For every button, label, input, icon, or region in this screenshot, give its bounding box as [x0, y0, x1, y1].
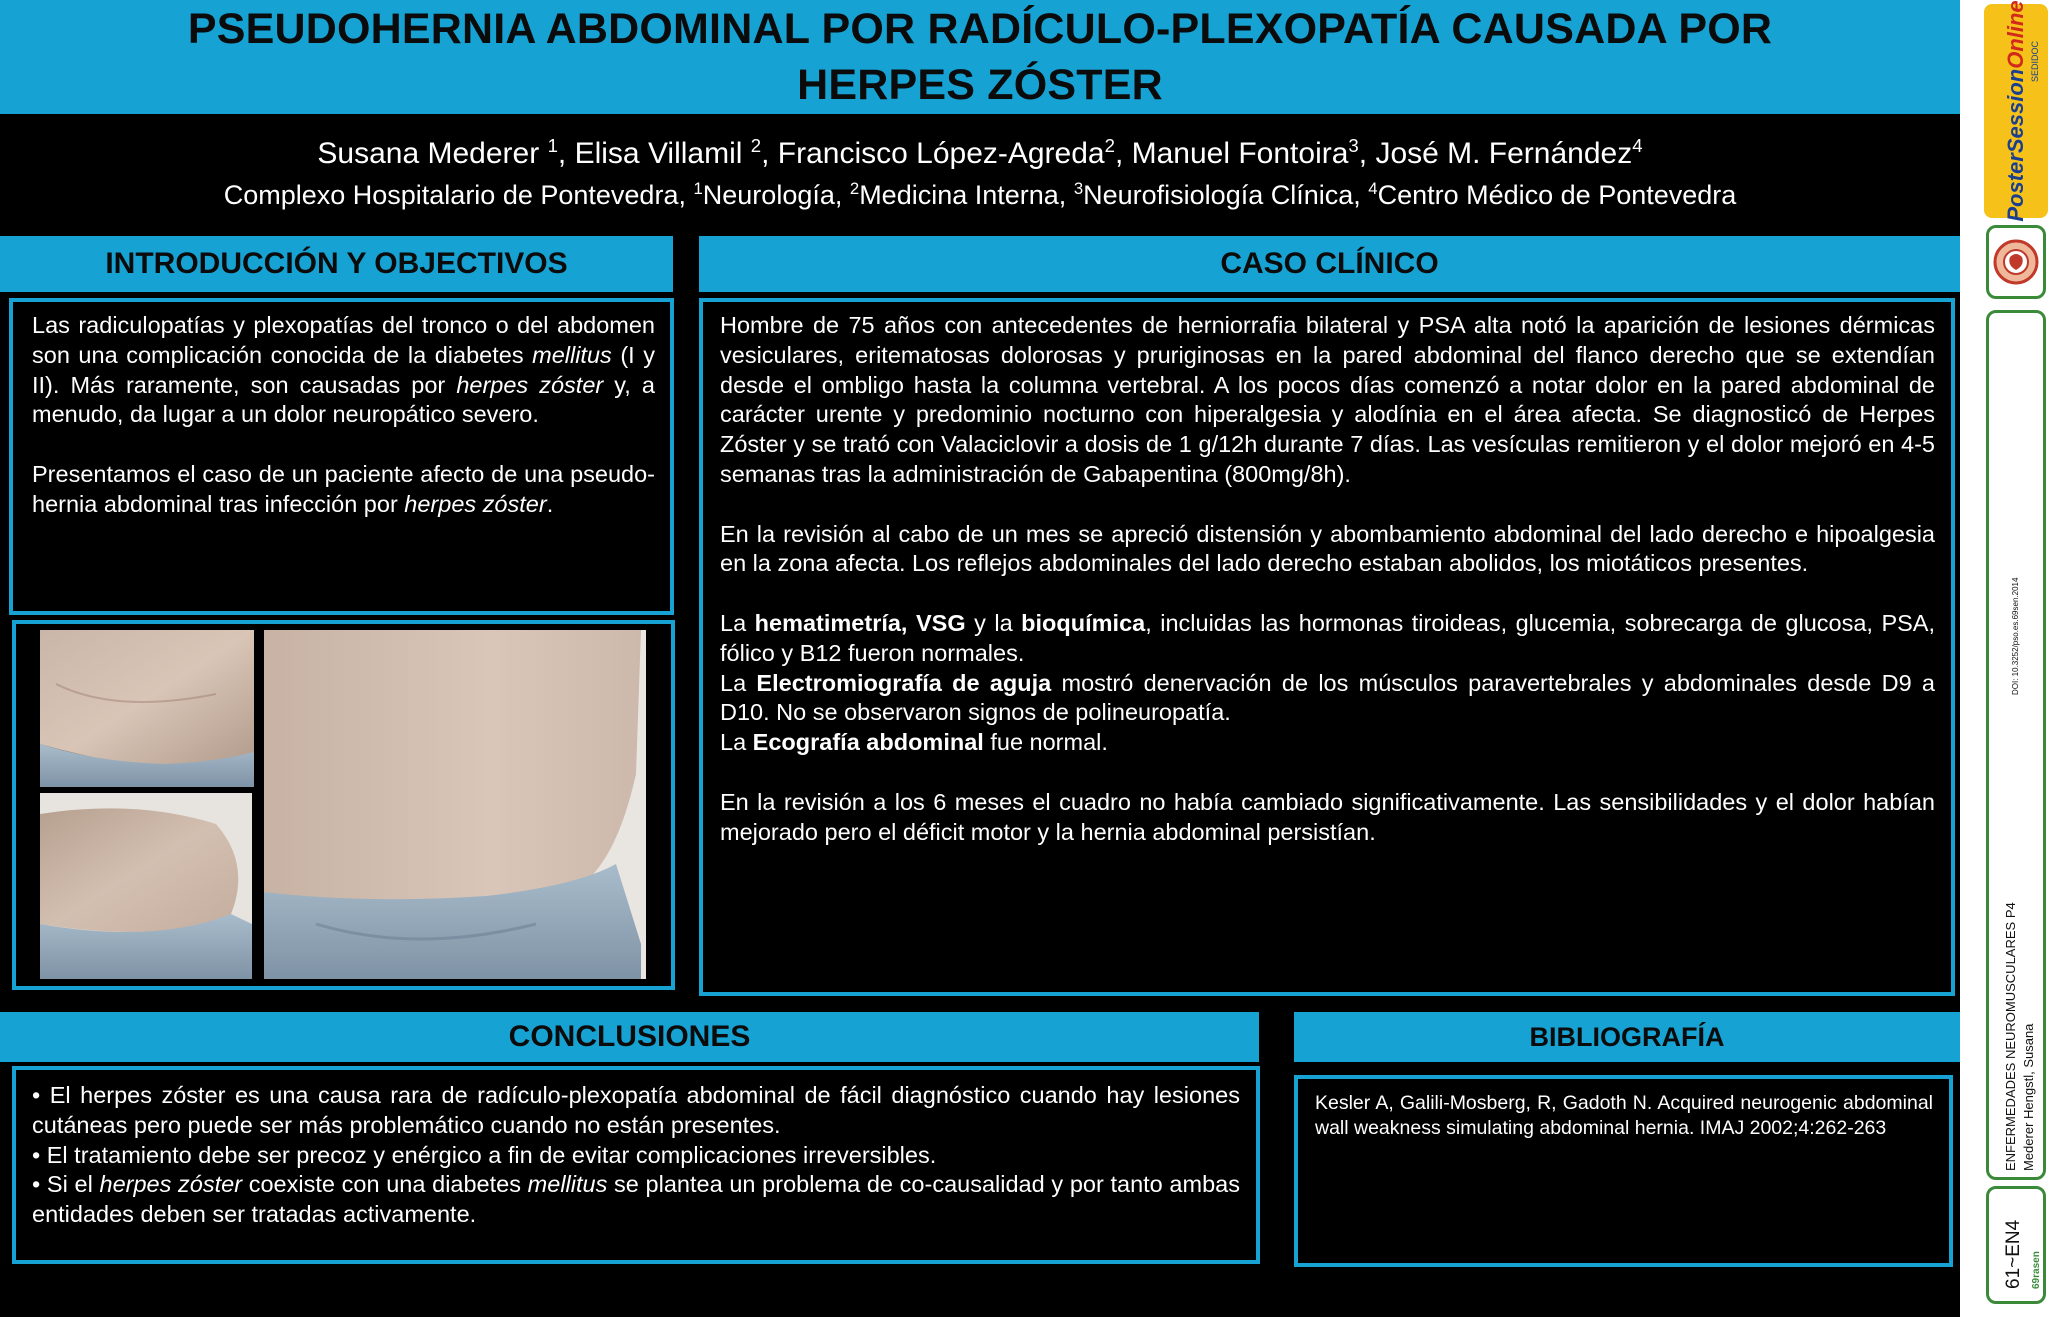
author-name: Manuel Fontoira: [1131, 137, 1349, 170]
intro-heading: INTRODUCCIÓN Y OBJECTIVOS: [0, 236, 673, 292]
text-run: .: [546, 490, 554, 517]
affiliation-hospital: Complexo Hospitalario de Pontevedra,: [223, 180, 694, 210]
author-affiliation-index: 2: [1104, 135, 1115, 156]
caso-paragraph-1: Hombre de 75 años con antecedentes de herniorrafia bilateral y PSA alta notó la aparición de lesiones dérmicas vesiculares, eritematosas dolorosas y pruriginosas en la pared abdominal del flanco derecho que se extendían desde el ombligo hasta la columna vertebral. A los pocos días comenzó a notar dolor en la pared abdominal de carácter urente y predominio nocturno con hiperalgesia y alodínia en el área afecta. Se diagnosticó de Herpes Zóster y se trató con Valaciclovir a dosis de 1 g/12h durante 7 días. Las vesículas remitieron y el dolor mejoró en 4-5 semanas tras la administración de Gabapentina (800mg/8h).: [720, 312, 1935, 487]
text-run: y la: [965, 609, 1022, 636]
text-run: herpes zóster: [456, 371, 604, 398]
poster-title: [188, 1, 1772, 113]
bibliography-reference: Kesler A, Galili-Mosberg, R, Gadoth N. Acquired neurogenic abdominal wall weakness simulating abdominal hernia. IMAJ 2002;4:262-263: [1315, 1092, 1933, 1139]
author-text: Mederer Hengstl, Susana: [2021, 1023, 2036, 1171]
caso-heading: CASO CLÍNICO: [699, 236, 1960, 292]
text-run: Ecografía abdominal: [752, 729, 984, 756]
author-affiliation-index: 1: [547, 135, 558, 156]
text-run: • Si el: [32, 1171, 100, 1198]
text-run: (I y II). Más raramente, son causadas por: [32, 341, 655, 398]
title-band: [0, 0, 1960, 114]
intro-box: [9, 298, 674, 615]
bibliografia-box: [1294, 1075, 1953, 1267]
bibliografia-heading: BIBLIOGRAFÍA: [1294, 1012, 1960, 1062]
congress-label: 69rasen: [2031, 1251, 2042, 1289]
conclusiones-box: [12, 1066, 1260, 1264]
text-run: bioquímica: [1021, 609, 1146, 636]
text-run: herpes zóster: [99, 1171, 243, 1198]
author-name: Francisco López-Agreda: [777, 137, 1105, 170]
text-run: • El tratamiento debe ser precoz y enérgico a fin de evitar complicaciones irreversibles.: [32, 1141, 937, 1168]
affiliation-4: Centro Médico de Pontevedra: [1377, 180, 1737, 210]
text-run: • El herpes zóster es una causa rara de radículo-plexopatía abdominal de fácil diagnóstico cuando hay lesiones cutáneas pero puede ser más problemático cuando no están presentes.: [32, 1082, 1240, 1138]
text-run: La: [720, 729, 753, 756]
photo-panel: [12, 620, 675, 990]
caso-paragraph-4: [720, 669, 1935, 729]
author-name: José M. Fernández: [1375, 137, 1633, 170]
text-run: La: [720, 609, 755, 636]
text-run: se plantea un problema de co-causalidad y por tanto ambas entidades deben ser tratadas activamente.: [32, 1171, 1240, 1228]
caso-paragraph-6: En la revisión a los 6 meses el cuadro no había cambiado significativamente. Las sensibilidades y el dolor habían mejorado pero el déficit motor y la hernia abdominal persistían.: [720, 788, 1935, 845]
text-run: y, a menudo, da lugar a un dolor neuropático severo.: [32, 371, 655, 428]
caso-paragraph-5: [720, 728, 1935, 758]
affiliation-1: Neurología,: [702, 180, 850, 210]
photo-abdomen-side-2: [40, 793, 252, 979]
doi-text: DOI: 10.3252/pso.es.69sen.2014: [2011, 577, 2020, 695]
author-separator: ,: [557, 137, 575, 170]
text-run: La: [720, 669, 757, 696]
author-affiliation-index: 4: [1632, 135, 1643, 156]
intro-paragraph-2: [32, 460, 655, 520]
society-seal-icon: [1986, 225, 2046, 299]
authors-line: [0, 136, 1960, 172]
conclusion-bullet: [32, 1170, 1240, 1230]
poster-code: 61~EN4: [2003, 1219, 2024, 1289]
caso-paragraph-3: [720, 609, 1935, 669]
conclusion-bullet: [32, 1141, 1240, 1171]
affiliation-3: Neurofisiología Clínica,: [1083, 180, 1369, 210]
text-run: fue normal.: [983, 729, 1108, 756]
info-card: [1986, 310, 2046, 1180]
author-separator: ,: [761, 137, 778, 170]
poster-session-online-logo: PosterSessionOnline SEDIDOC: [1984, 4, 2048, 218]
author-name: Susana Mederer: [317, 137, 548, 170]
text-run: Presentamos el caso de un paciente afecto de una pseudo-hernia abdominal tras infección por: [32, 460, 655, 517]
text-run: mostró denervación de los músculos paravertebrales y abdominales desde D9 a D10. No se observaron signos de polineuropatía.: [720, 669, 1935, 726]
text-run: , incluidas las hormonas tiroideas, glucemia, sobrecarga de glucosa, PSA, fólico y B12 fueron normales.: [720, 609, 1935, 666]
text-run: Electromiografía de aguja: [756, 669, 1052, 696]
conclusiones-heading: CONCLUSIONES: [0, 1012, 1259, 1062]
photo-abdomen-side-1: [40, 630, 254, 787]
title-line-2: HERPES ZÓSTER: [797, 61, 1163, 109]
text-run: coexiste con una diabetes: [242, 1171, 528, 1198]
text-run: Las radiculopatías y plexopatías del tronco o del abdomen son una complicación conocida de la diabetes: [32, 312, 655, 368]
affiliations-line: Complexo Hospitalario de Pontevedra, $^1$Neurología, $^2$Medicina Interna, $^3$Neurofisiología Clínica, $^4$Centro Médico de Pontevedra: [223, 179, 1737, 210]
category-text: ENFERMEDADES NEUROMUSCULARES P4: [2003, 902, 2018, 1171]
author-affiliation-index: 3: [1348, 135, 1359, 156]
author-name: Elisa Villamil: [574, 137, 751, 170]
logo-small-text: SEDIDOC: [2030, 40, 2040, 82]
poster-code-card: [1986, 1186, 2046, 1304]
intro-paragraph-1: [32, 311, 655, 430]
clinical-photos: [16, 624, 671, 986]
author-separator: ,: [1358, 137, 1376, 170]
caso-box: [699, 298, 1955, 996]
text-run: mellitus: [527, 1171, 608, 1198]
caso-paragraph-2: En la revisión al cabo de un mes se apreció distensión y abombamiento abdominal del lado derecho e hipoalgesia en la zona afecta. Los reflejos abdominales del lado derecho estaban abolidos, los miotáticos presentes.: [720, 520, 1935, 577]
photo-abdomen-back: [264, 630, 646, 979]
text-run: mellitus: [532, 341, 612, 368]
text-run: hematimetría, VSG: [754, 609, 966, 636]
affiliation-2: Medicina Interna,: [859, 180, 1074, 210]
conclusion-bullet: [32, 1081, 1240, 1141]
text-run: herpes zóster: [404, 490, 547, 517]
author-separator: ,: [1114, 137, 1132, 170]
title-line-1: PSEUDOHERNIA ABDOMINAL POR RADÍCULO-PLEXOPATÍA CAUSADA POR: [187, 5, 1773, 53]
author-affiliation-index: 2: [750, 135, 762, 156]
